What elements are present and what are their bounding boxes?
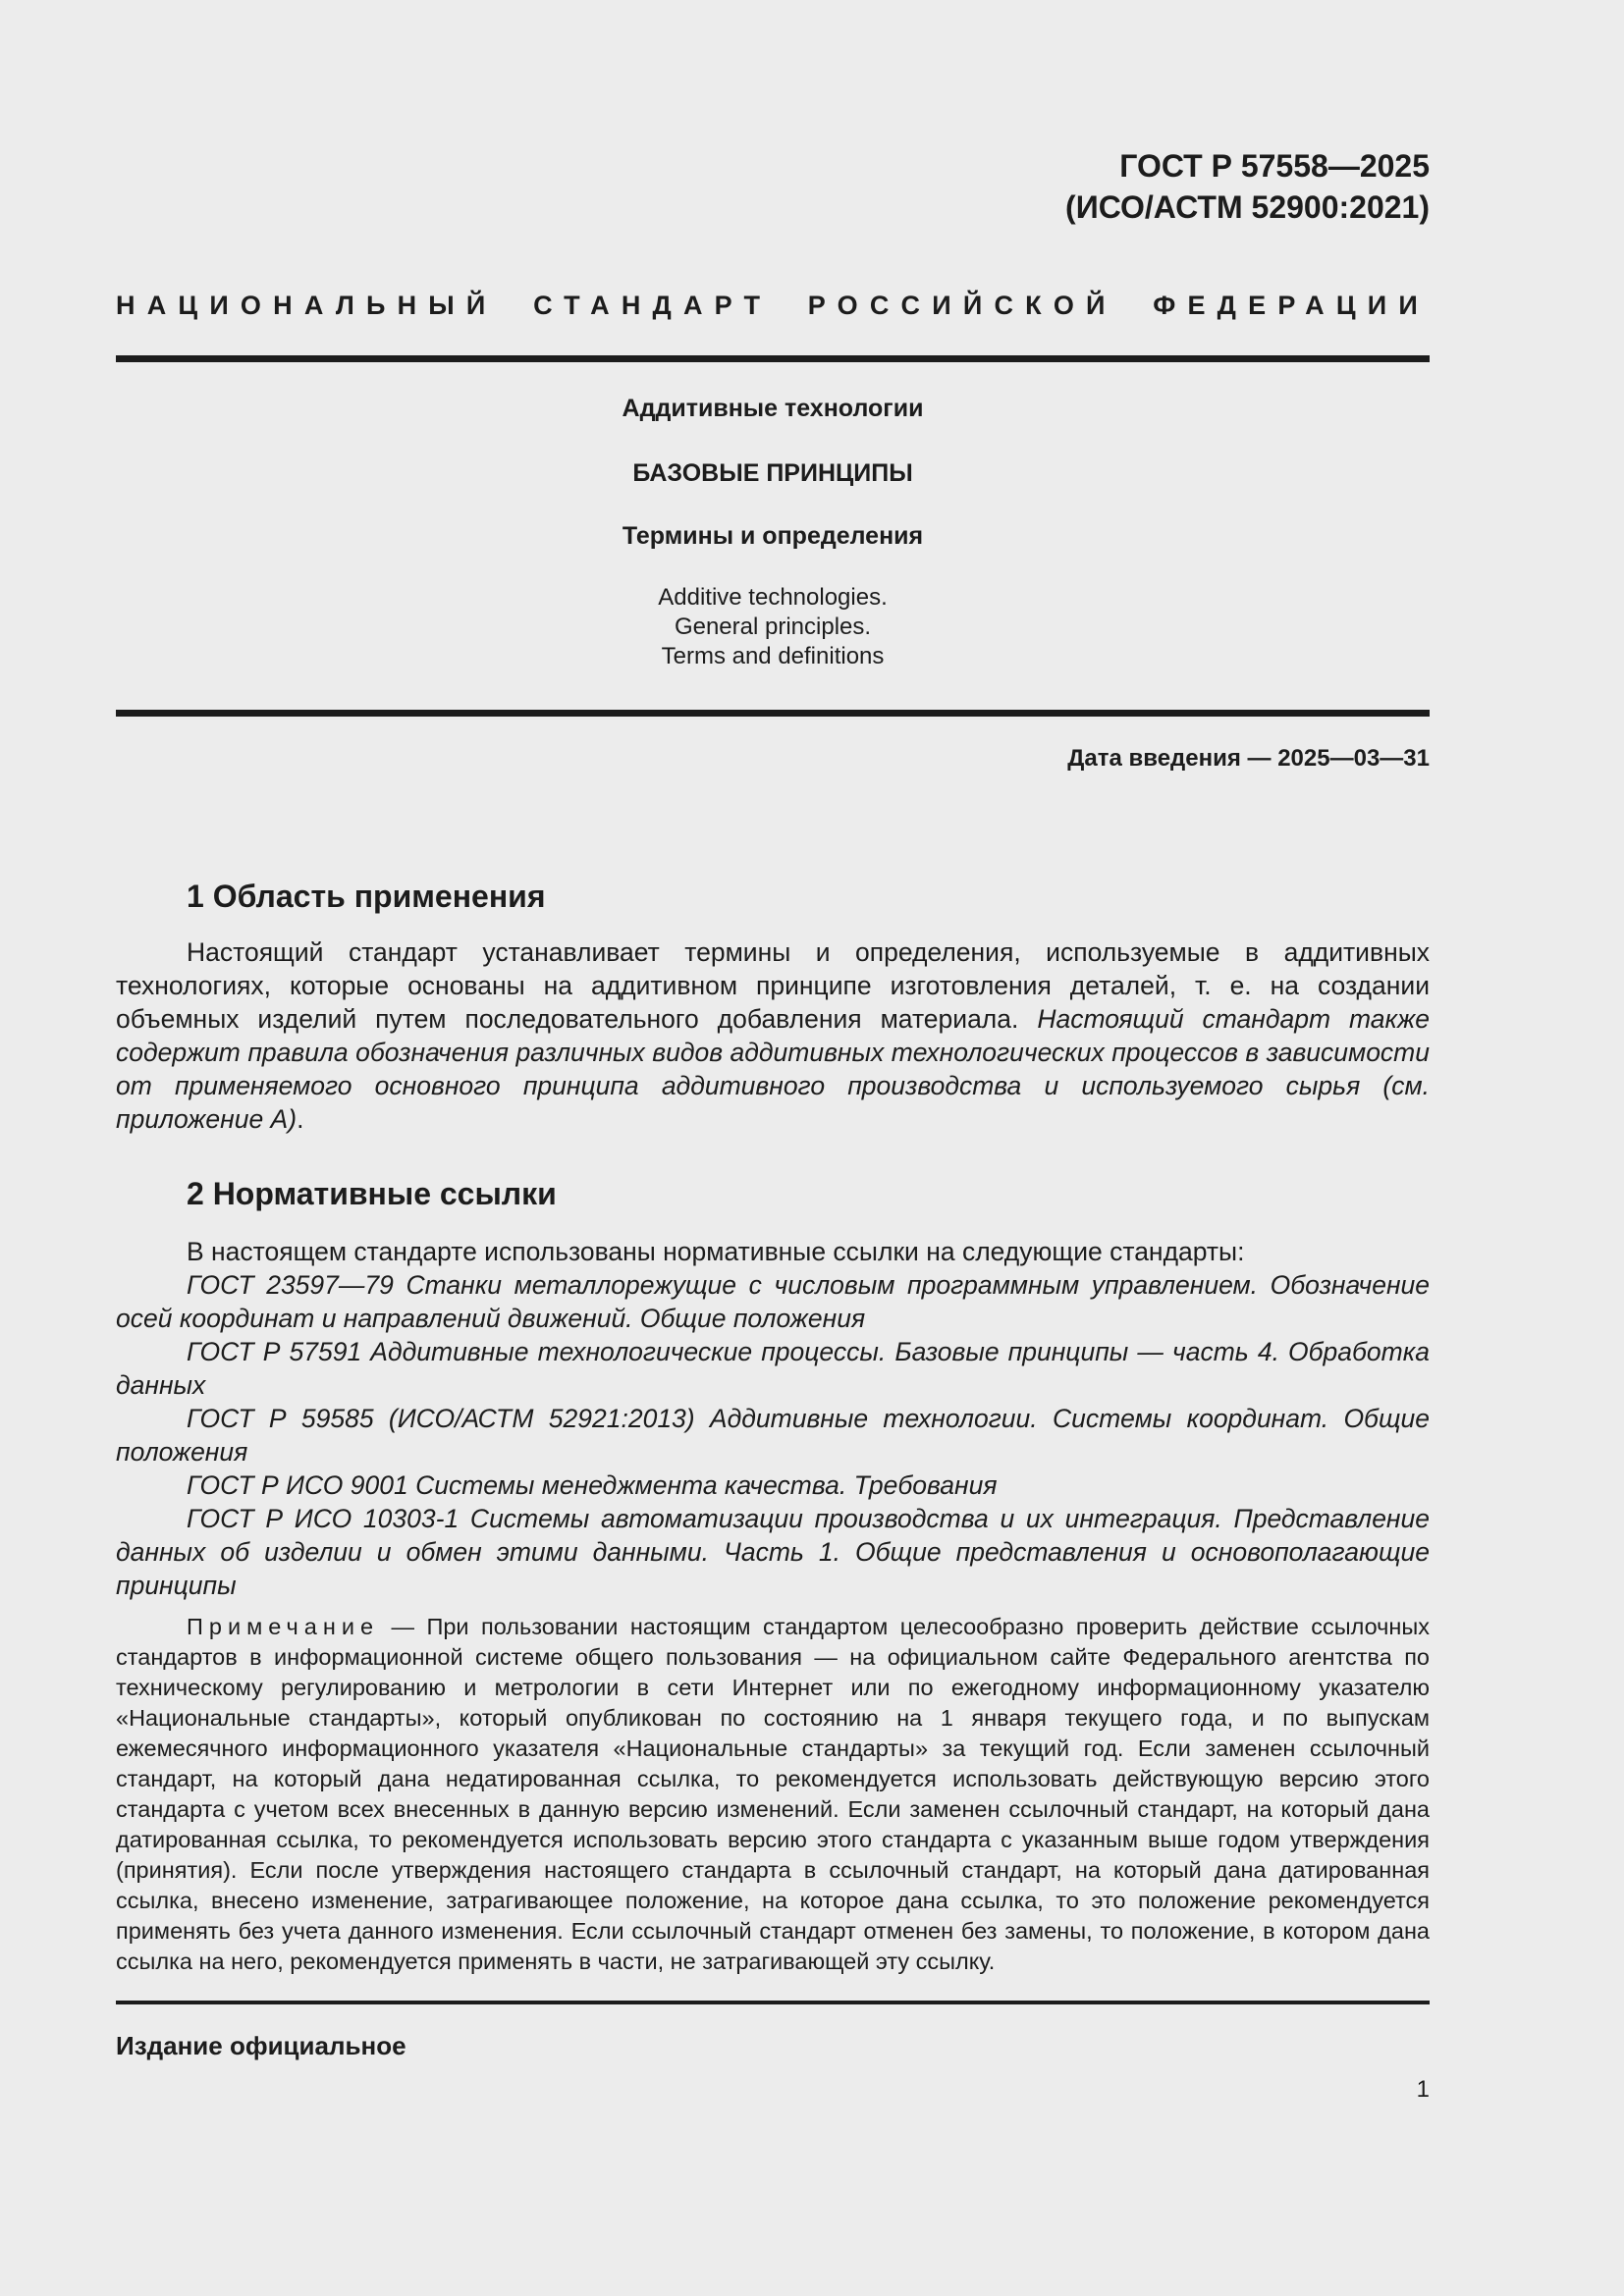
reference-item: ГОСТ 23597—79 Станки металлорежущие с числовым программным управлением. Обозначение осей координат и направлений движений. Общие положения bbox=[116, 1270, 1430, 1333]
intro-date: Дата введения — 2025—03—31 bbox=[1067, 745, 1430, 772]
title-ru-line-1: Аддитивные технологии bbox=[622, 395, 924, 422]
top-divider bbox=[116, 355, 1430, 362]
normative-references bbox=[116, 1235, 1430, 1602]
national-standard-banner: НАЦИОНАЛЬНЫЙ СТАНДАРТ РОССИЙСКОЙ ФЕДЕРАЦИИ bbox=[116, 291, 1430, 320]
section-1-text-end: . bbox=[297, 1104, 304, 1134]
footer-divider bbox=[116, 2001, 1430, 2004]
reference-item: ГОСТ Р 57591 Аддитивные технологические процессы. Базовые принципы — часть 4. Обработка данных bbox=[116, 1337, 1430, 1400]
section-1-text-italic: Настоящий стандарт также содержит правила обозначения различных видов аддитивных технологических процессов в зависимости от применяемого основного принципа аддитивного производства и используемого сырья (см. приложение А) bbox=[116, 1004, 1431, 1134]
title-divider bbox=[116, 710, 1430, 717]
page-number: 1 bbox=[1416, 2076, 1430, 2103]
note-paragraph bbox=[116, 1612, 1430, 1977]
reference-item: ГОСТ Р 59585 (ИСО/АСТМ 52921:2013) Аддитивные технологии. Системы координат. Общие положения bbox=[116, 1404, 1430, 1467]
document-page bbox=[116, 0, 1430, 2296]
title-en-line-1: Additive technologies. bbox=[658, 584, 888, 611]
title-en-line-2: General principles. bbox=[674, 614, 872, 640]
section-1-text bbox=[116, 935, 1430, 1136]
designation-line-1: ГОСТ Р 57558—2025 bbox=[1119, 148, 1430, 184]
title-ru-line-2: БАЗОВЫЕ ПРИНЦИПЫ bbox=[632, 459, 913, 487]
references-intro: В настоящем стандарте использованы нормативные ссылки на следующие стандарты: bbox=[187, 1237, 1245, 1266]
section-2-heading: 2 Нормативные ссылки bbox=[187, 1176, 557, 1211]
section-1-heading: 1 Область применения bbox=[187, 879, 546, 914]
official-edition-label: Издание официальное bbox=[116, 2031, 406, 2060]
note-text: При пользовании настоящим стандартом целесообразно проверить действие ссылочных стандартов в информационной системе общего пользования — на официальном сайте Федерального агентства по техническому регулированию и метрологии в сети Интернет или по ежегодному информационному указателю «Национальные стандарты», который опубликован по состоянию на 1 января текущего года, и по выпускам ежемесячного информационного указателя «Национальные стандарты» за текущий год. Если заменен ссылочный стандарт, на который дана недатированная ссылка, то рекомендуется использовать действующую версию этого стандарта с учетом всех внесенных в данную версию изменений. Если заменен ссылочный стандарт, на который дана датированная ссылка, то рекомендуется использовать версию этого стандарта с указанным выше годом утверждения (принятия). Если после утверждения настоящего стандарта в ссылочный стандарт, на который дана датированная ссылка, внесено изменение, затрагивающее положение, на которое дана ссылка, то это положение рекомендуется применять без учета данного изменения. Если ссылочный стандарт отменен без замены, то положение, в котором дана ссылка на него, рекомендуется применять в части, не затрагивающей эту ссылку. bbox=[116, 1614, 1431, 1974]
section-1-text-plain: Настоящий стандарт устанавливает термины и определения, используемые в аддитивных технологиях, которые основаны на аддитивном принципе изготовления деталей, т. е. на создании объемных изделий путем последовательного добавления материала. bbox=[116, 937, 1430, 1034]
standard-designation bbox=[1065, 145, 1430, 228]
reference-item: ГОСТ Р ИСО 9001 Системы менеджмента качества. Требования bbox=[187, 1470, 998, 1500]
title-en-line-3: Terms and definitions bbox=[661, 643, 885, 669]
title-ru-line-3: Термины и определения bbox=[622, 522, 924, 550]
reference-item: ГОСТ Р ИСО 10303-1 Системы автоматизации производства и их интеграция. Представление данных об изделии и обмен этими данными. Часть 1. Общие представления и основополагающие принципы bbox=[116, 1504, 1430, 1600]
note-dash: — bbox=[379, 1614, 427, 1639]
designation-line-2: (ИСО/АСТМ 52900:2021) bbox=[1065, 189, 1430, 225]
note-label: Примечание bbox=[187, 1614, 380, 1639]
